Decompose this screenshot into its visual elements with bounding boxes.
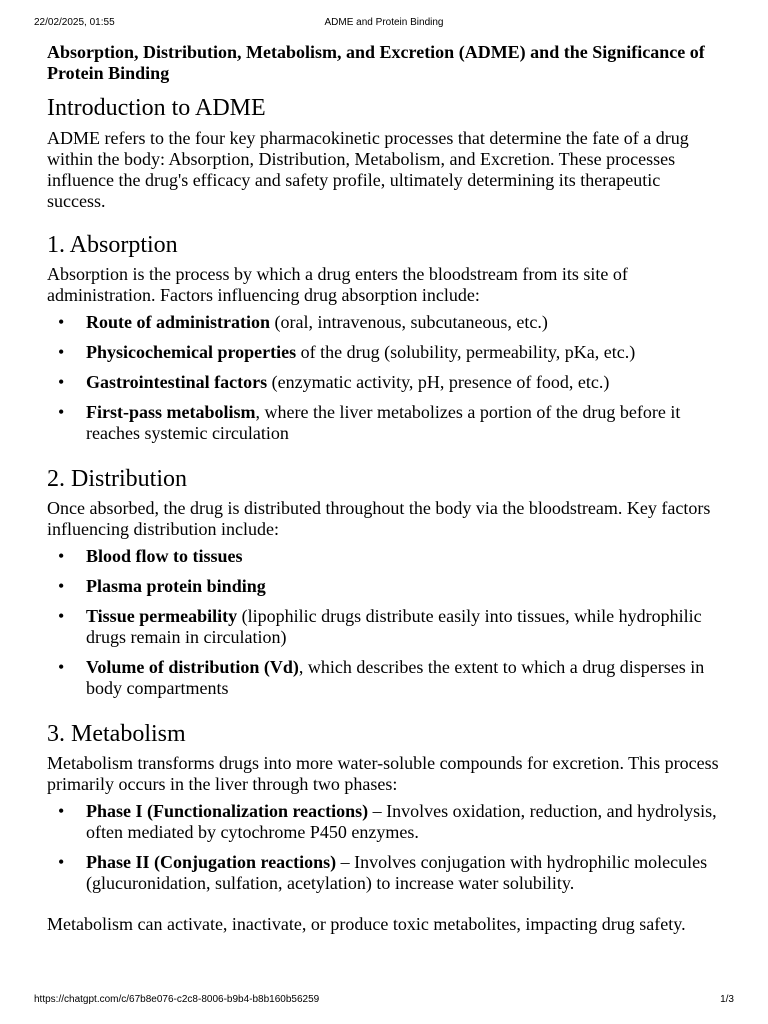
list-item-text: , which describes the extent to which a drug disperses in body compartments (86, 657, 705, 698)
list-item (47, 342, 719, 363)
bullet-icon: • (58, 342, 65, 362)
absorption-paragraph: Absorption is the process by which a drug enters the bloodstream from its site of administration. Factors influencing drug absorption include: (47, 264, 628, 305)
list-item-text: – Involves conjugation with hydrophilic molecules (glucuronidation, sulfation, acetylation) to increase water solubility. (86, 852, 708, 893)
distribution-list (47, 546, 719, 699)
print-page-title: ADME and Protein Binding (324, 17, 444, 28)
print-footer (34, 993, 734, 1007)
list-item-term: Plasma protein binding (86, 576, 266, 596)
list-item (47, 657, 719, 699)
bullet-icon: • (58, 801, 65, 821)
bullet-icon: • (58, 576, 65, 596)
page-number: 1/3 (720, 994, 734, 1005)
list-item-term: Tissue permeability (86, 606, 238, 626)
list-item-term: First-pass metabolism (86, 402, 256, 422)
list-item-text: (enzymatic activity, pH, presence of food, etc.) (267, 372, 610, 392)
list-item (47, 372, 719, 393)
document-content (47, 42, 719, 935)
list-item (47, 801, 719, 843)
list-item-term: Gastrointestinal factors (86, 372, 268, 392)
list-item (47, 402, 719, 444)
list-item-text: of the drug (solubility, permeability, pKa, etc.) (296, 342, 636, 362)
list-item (47, 546, 719, 567)
bullet-icon: • (58, 402, 65, 422)
bullet-icon: • (58, 606, 65, 626)
print-url[interactable]: https://chatgpt.com/c/67b8e076-c2c8-8006-b9b4-b8b160b56259 (34, 994, 320, 1005)
metabolism-list (47, 801, 719, 894)
bullet-icon: • (58, 852, 65, 872)
list-item-term: Phase I (Functionalization reactions) (86, 801, 369, 821)
bullet-icon: • (58, 657, 65, 677)
list-item-term: Route of administration (86, 312, 270, 332)
metabolism-paragraph: Metabolism transforms drugs into more water-soluble compounds for excretion. This process primarily occurs in the liver through two phases: (47, 753, 719, 794)
distribution-paragraph: Once absorbed, the drug is distributed throughout the body via the bloodstream. Key factors influencing distribution include: (47, 498, 711, 539)
print-header (34, 16, 734, 30)
distribution-heading: 2. Distribution (47, 466, 188, 492)
list-item-term: Blood flow to tissues (86, 546, 243, 566)
bullet-icon: • (58, 372, 65, 392)
document-title: Absorption, Distribution, Metabolism, and Excretion (ADME) and the Significance of Protein Binding (47, 42, 705, 83)
intro-paragraph: ADME refers to the four key pharmacokinetic processes that determine the fate of a drug within the body: Absorption, Distribution, Metabolism, and Excretion. These processes influence the drug's efficacy and safety profile, ultimately determining its therapeutic success. (47, 128, 689, 211)
list-item-term: Physicochemical properties (86, 342, 297, 362)
print-date: 22/02/2025, 01:55 (34, 17, 115, 28)
list-item-text: – Involves oxidation, reduction, and hydrolysis, often mediated by cytochrome P450 enzymes. (86, 801, 717, 842)
list-item-text: (oral, intravenous, subcutaneous, etc.) (270, 312, 548, 332)
list-item (47, 312, 719, 333)
list-item (47, 576, 719, 597)
intro-heading: Introduction to ADME (47, 95, 266, 121)
bullet-icon: • (58, 546, 65, 566)
list-item-term: Phase II (Conjugation reactions) (86, 852, 337, 872)
list-item-text: , where the liver metabolizes a portion of the drug before it reaches systemic circulation (86, 402, 681, 443)
list-item (47, 606, 719, 648)
list-item (47, 852, 719, 894)
absorption-list (47, 312, 719, 444)
metabolism-closing-paragraph: Metabolism can activate, inactivate, or produce toxic metabolites, impacting drug safety. (47, 914, 686, 934)
metabolism-heading: 3. Metabolism (47, 721, 186, 747)
bullet-icon: • (58, 312, 65, 332)
absorption-heading: 1. Absorption (47, 232, 178, 258)
list-item-text: (lipophilic drugs distribute easily into tissues, while hydrophilic drugs remain in circulation) (86, 606, 702, 647)
list-item-term: Volume of distribution (Vd) (86, 657, 299, 677)
